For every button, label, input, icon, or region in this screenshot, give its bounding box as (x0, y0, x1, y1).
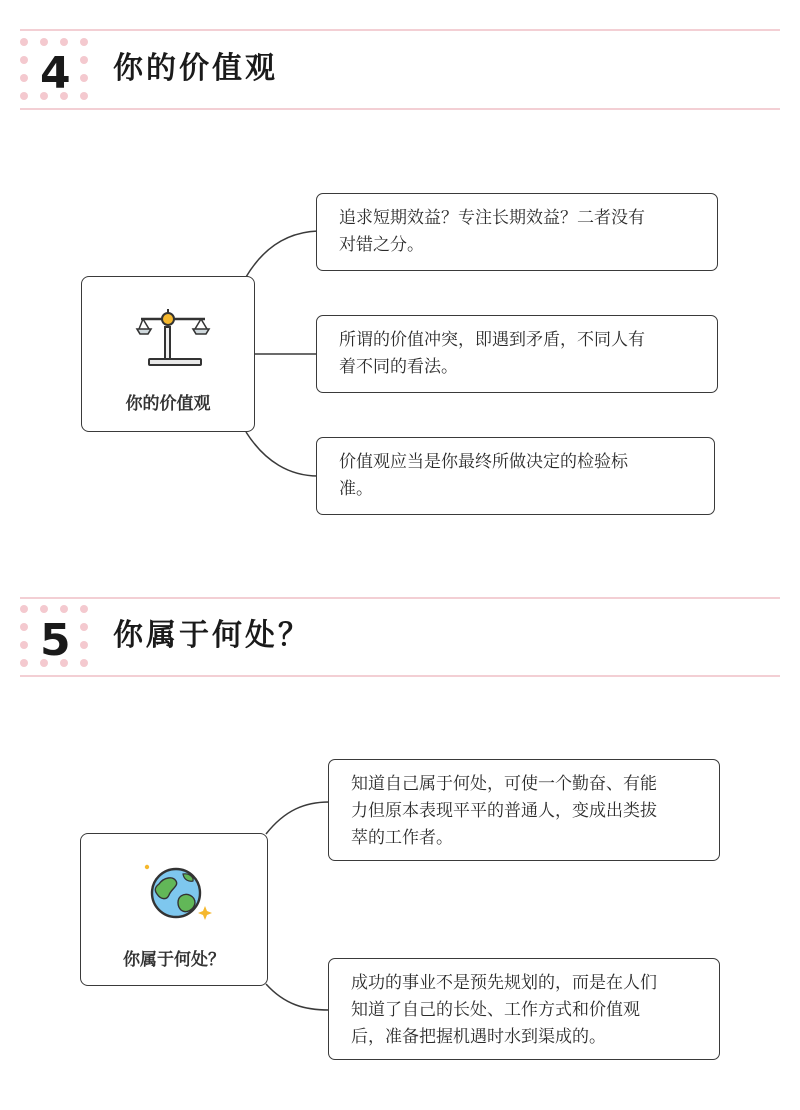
section-5-title: 你属于何处？ (113, 618, 311, 653)
section-5-center-label: 你属于何处？ (123, 950, 225, 970)
leaf-text-line: 准。 (339, 479, 373, 499)
globe-icon (139, 862, 219, 926)
leaf-text-line: 知道自己属于何处，可使一个勤奋、有能 (351, 774, 657, 794)
leaf-text-line: 价值观应当是你最终所做决定的检验标 (339, 452, 628, 472)
leaf-text-line: 着不同的看法。 (339, 357, 458, 377)
section-5-leaf-2 (328, 958, 720, 1060)
leaf-text-line: 力但原本表现平平的普通人，变成出类拔 (351, 801, 657, 821)
leaf-text-line: 后，准备把握机遇时水到渠成的。 (351, 1027, 606, 1047)
leaf-text-line: 萃的工作者。 (351, 828, 453, 848)
leaf-text-line: 成功的事业不是预先规划的，而是在人们 (351, 973, 657, 993)
section-5-center-node (80, 833, 268, 986)
leaf-text-line: 知道了自己的长处、工作方式和价值观 (351, 1000, 640, 1020)
section-4-title: 你的价值观 (113, 51, 278, 86)
section-4-number: 4 (40, 48, 71, 99)
section-4-center-label: 你的价值观 (125, 394, 211, 414)
leaf-text-line: 对错之分。 (339, 235, 424, 255)
leaf-text-line: 所谓的价值冲突，即遇到矛盾，不同人有 (339, 330, 645, 350)
leaf-text-line: 追求短期效益？专注长期效益？二者没有 (339, 208, 645, 228)
section-5-leaf-1 (328, 759, 720, 861)
section-5-number: 5 (40, 615, 71, 666)
